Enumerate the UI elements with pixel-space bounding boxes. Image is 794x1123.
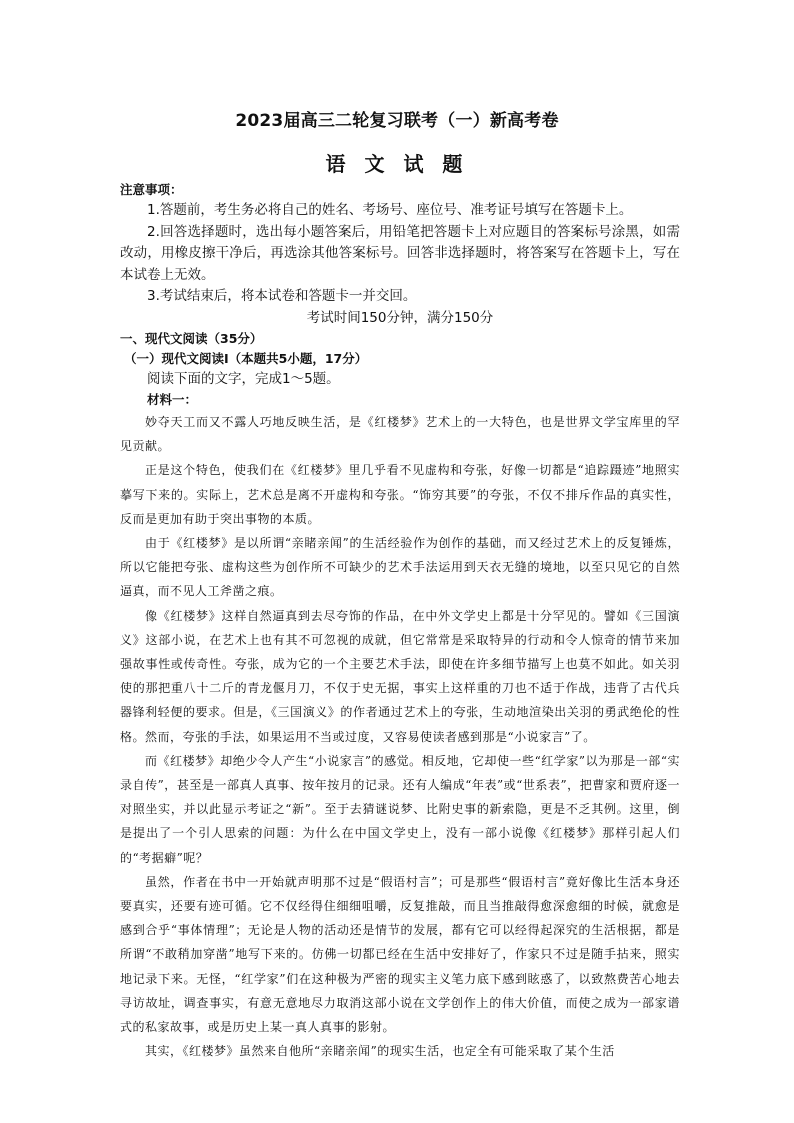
passage-paragraph: 而《红楼梦》却绝少令人产生“小说家言”的感觉。相反地，它却使一些“红学家”以为那是一部“实录自传”，甚至是一部真人真事、按年按月的记录。还有人编成“年表”或“世系表”，把曹家和贾府逐一对照坐实，并以此显示考证之“新”。至于去猜谜说梦、比附史事的新索隐，更是不乏其例。这里，倒是提出了一个引人思索的问题：为什么在中国文学史上，没有一部小说像《红楼梦》那样引起人们的“考据癖”呢？ xyxy=(120,753,680,865)
passage-paragraph: 由于《红楼梦》是以所谓“亲睹亲闻”的生活经验作为创作的基础，而又经过艺术上的反复锤炼，所以它能把夸张、虚构这些为创作所不可缺少的艺术手法运用到天衣无缝的境地，以至只见它的自然逼真，而不见人工斧凿之痕。 xyxy=(120,536,680,599)
section-heading: 一、现代文阅读（35分） xyxy=(120,330,263,346)
reading-instruction: 阅读下面的文字，完成1～5题。 xyxy=(147,370,340,387)
exam-content xyxy=(120,180,680,1063)
material-label: 材料一： xyxy=(147,392,198,407)
notice-item: 1.答题前，考生务必将自己的姓名、考场号、座位号、准考证号填写在答题卡上。 xyxy=(147,202,633,218)
passage-paragraph: 像《红楼梦》这样自然逼真到去尽夸饰的作品，在中外文学史上都是十分罕见的。譬如《三国演义》这部小说，在艺术上也有其不可忽视的成就，但它常常是采取特异的行动和令人惊奇的情节来加强故事性或传奇性。夸张，成为它的一个主要艺术手法，即使在许多细节描写上也莫不如此。如关羽使的那把重八十二斤的青龙偃月刀，不仅于史无据，事实上这样重的刀也不适于作战，违背了古代兵器锋利轻便的要求。但是，《三国演义》的作者通过艺术上的夸张，生动地渲染出关羽的勇武绝伦的性格。然而，夸张的手法，如果运用不当或过度，又容易使读者感到那是“小说家言”了。 xyxy=(120,608,680,744)
notice-item: 3.考试结束后，将本试卷和答题卡一并交回。 xyxy=(147,288,417,304)
passage-paragraph: 正是这个特色，使我们在《红楼梦》里几乎看不见虚构和夸张，好像一切都是“追踪蹑迹”地照实摹写下来的。实际上，艺术总是离不开虚构和夸张。“饰穷其要”的夸张，不仅不排斥作品的真实性，反而是更加有助于突出事物的本质。 xyxy=(120,463,680,526)
exam-title: 2023届高三二轮复习联考（一）新高考卷 xyxy=(235,111,559,131)
passage-paragraph: 虽然，作者在书中一开始就声明那不过是“假语村言”；可是那些“假语村言”竟好像比生活本身还要真实，还要有迹可循。它不仅经得住细细咀嚼，反复推敲，而且当推敲得愈深愈细的时候，就愈是感到合乎“事体情理”；无论是人物的活动还是情节的发展，都有它可以经得起深究的生活根据，都是所谓“不敢稍加穿凿”地写下来的。仿佛一切都已经在生活中安排好了，作家只不过是随手拈来，照实地记录下来。无怪，“红学家”们在这种极为严密的现实主义笔力底下感到眩惑了，以致熬费苦心地去寻访故址，调查事实，有意无意地尽力取消这部小说在文学创作上的伟大价值，而使之成为一部家谱式的私家故事，或是历史上某一真人真事的影射。 xyxy=(120,874,680,1035)
subsection-heading: （一）现代文阅读Ⅰ（本题共5小题，17分） xyxy=(124,350,368,366)
exam-subject-title: 语 文 试 题 xyxy=(325,152,469,176)
reading-passage xyxy=(120,410,680,1063)
exam-time-info: 考试时间150分钟，满分150分 xyxy=(306,309,494,326)
notice-heading: 注意事项： xyxy=(120,182,183,197)
notice-list xyxy=(120,200,680,308)
passage-paragraph: 其实，《红楼梦》虽然来自他所“亲睹亲闻”的现实生活，也定全有可能采取了某个生活 xyxy=(145,1044,615,1059)
passage-paragraph: 妙夺天工而又不露人巧地反映生活，是《红楼梦》艺术上的一大特色，也是世界文学宝库里的罕见贡献。 xyxy=(120,415,680,454)
notice-item: 2.回答选择题时，选出每小题答案后，用铅笔把答题卡上对应题目的答案标号涂黑，如需改动，用橡皮擦干净后，再选涂其他答案标号。回答非选择题时，将答案写在答题卡上，写在本试卷上无效。 xyxy=(120,223,680,283)
